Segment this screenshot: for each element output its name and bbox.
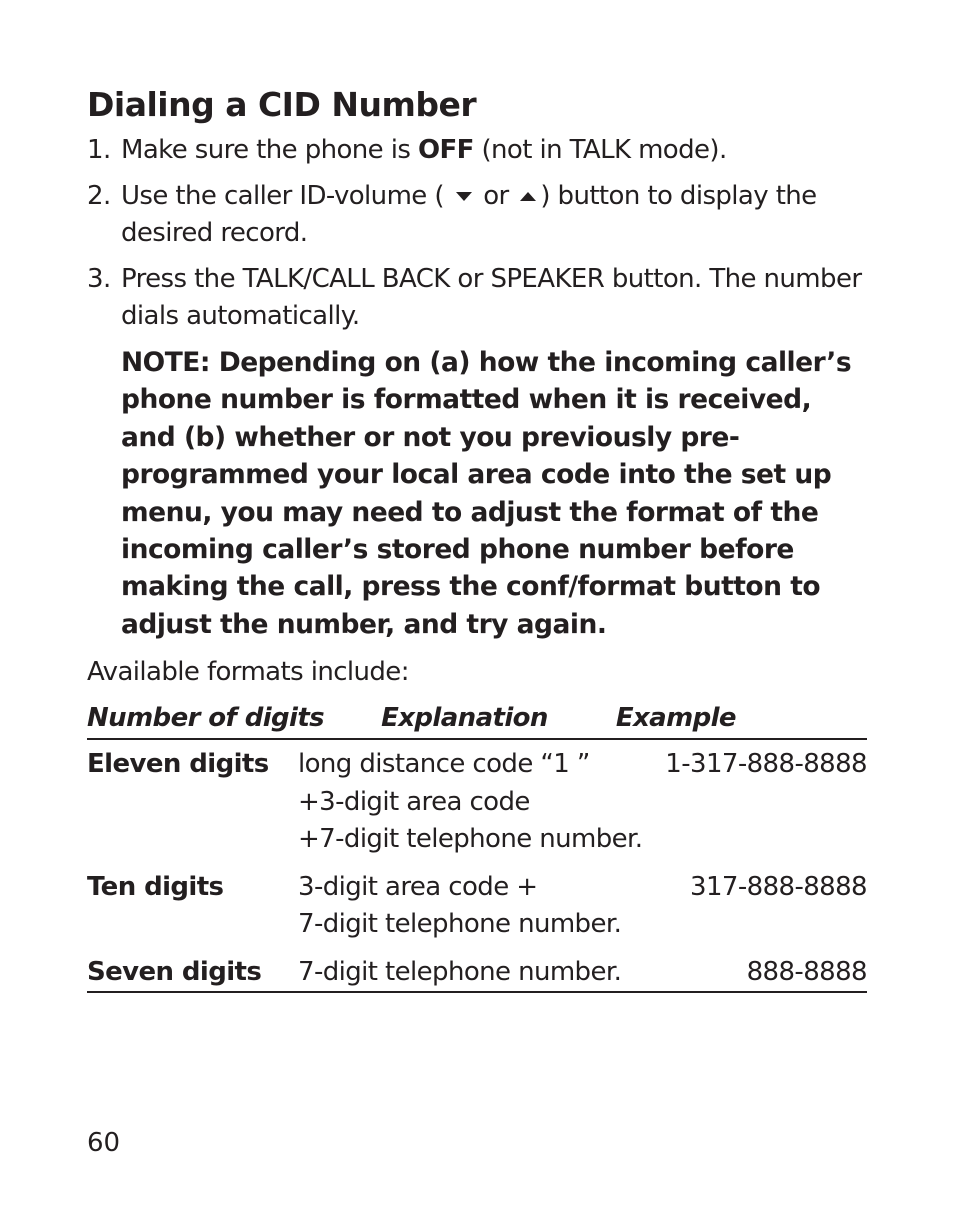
- step-text: Press the TALK/CALL BACK or SPEAKER button. The number dials automatically.: [121, 264, 862, 331]
- table-row: [87, 948, 867, 993]
- step-number: 1.: [87, 135, 111, 165]
- step-text: (not in TALK mode).: [473, 135, 727, 165]
- table-header: [87, 700, 867, 739]
- page-title: Dialing a CID Number: [87, 85, 477, 124]
- explanation-line: +7-digit telephone number.: [298, 824, 643, 855]
- page-content: [87, 84, 867, 993]
- page-number: 60: [87, 1128, 121, 1158]
- explanation-line: 7-digit telephone number.: [298, 956, 622, 987]
- step-emphasis: OFF: [417, 135, 474, 165]
- note: NOTE: Depending on (a) how the incoming caller’s phone number is formatted when it is received, and (b) whether or not you previously pre-programmed your local area code into the set up menu, you may need to adjust the format of the incoming caller’s stored phone number before making the call, press the conf/format button to adjust the number, and try again.: [121, 347, 852, 640]
- step-number: 2.: [87, 181, 111, 211]
- format-explanation: [298, 739, 658, 863]
- format-example: 317-888-8888: [690, 871, 867, 902]
- table-header-row: [87, 700, 867, 739]
- step-text: ) button to display the desired record.: [121, 181, 817, 248]
- format-type: Ten digits: [87, 871, 224, 902]
- format-example: 888-8888: [658, 948, 867, 993]
- step-number: 3.: [87, 264, 111, 294]
- down-arrow-icon: [456, 192, 472, 201]
- format-explanation: [298, 948, 658, 993]
- explanation-line: long distance code “1 ”: [298, 749, 590, 780]
- header-example: Example: [615, 703, 736, 734]
- step-1: [87, 132, 867, 169]
- formats-table: [87, 700, 867, 993]
- format-type: Eleven digits: [87, 749, 269, 780]
- formats-intro: Available formats include:: [87, 657, 409, 688]
- header-explanation: Explanation: [381, 703, 548, 734]
- header-digits: Number of digits: [87, 703, 325, 734]
- explanation-line: 7-digit telephone number.: [298, 909, 622, 940]
- format-example: 1-317-888-8888: [665, 749, 867, 780]
- explanation-line: +3-digit area code: [298, 786, 530, 817]
- format-explanation: [298, 863, 658, 948]
- up-arrow-icon: [520, 192, 536, 201]
- step-text: Use the caller ID-volume (: [121, 181, 444, 211]
- step-or: or: [483, 181, 509, 211]
- explanation-line: 3-digit area code +: [298, 871, 538, 902]
- step-3: [87, 261, 867, 335]
- table-row: [87, 739, 867, 863]
- step-text: Make sure the phone is: [121, 135, 418, 165]
- table-row: [87, 863, 867, 948]
- format-type: Seven digits: [87, 948, 298, 993]
- step-2: [87, 178, 867, 252]
- steps-list: [87, 132, 867, 335]
